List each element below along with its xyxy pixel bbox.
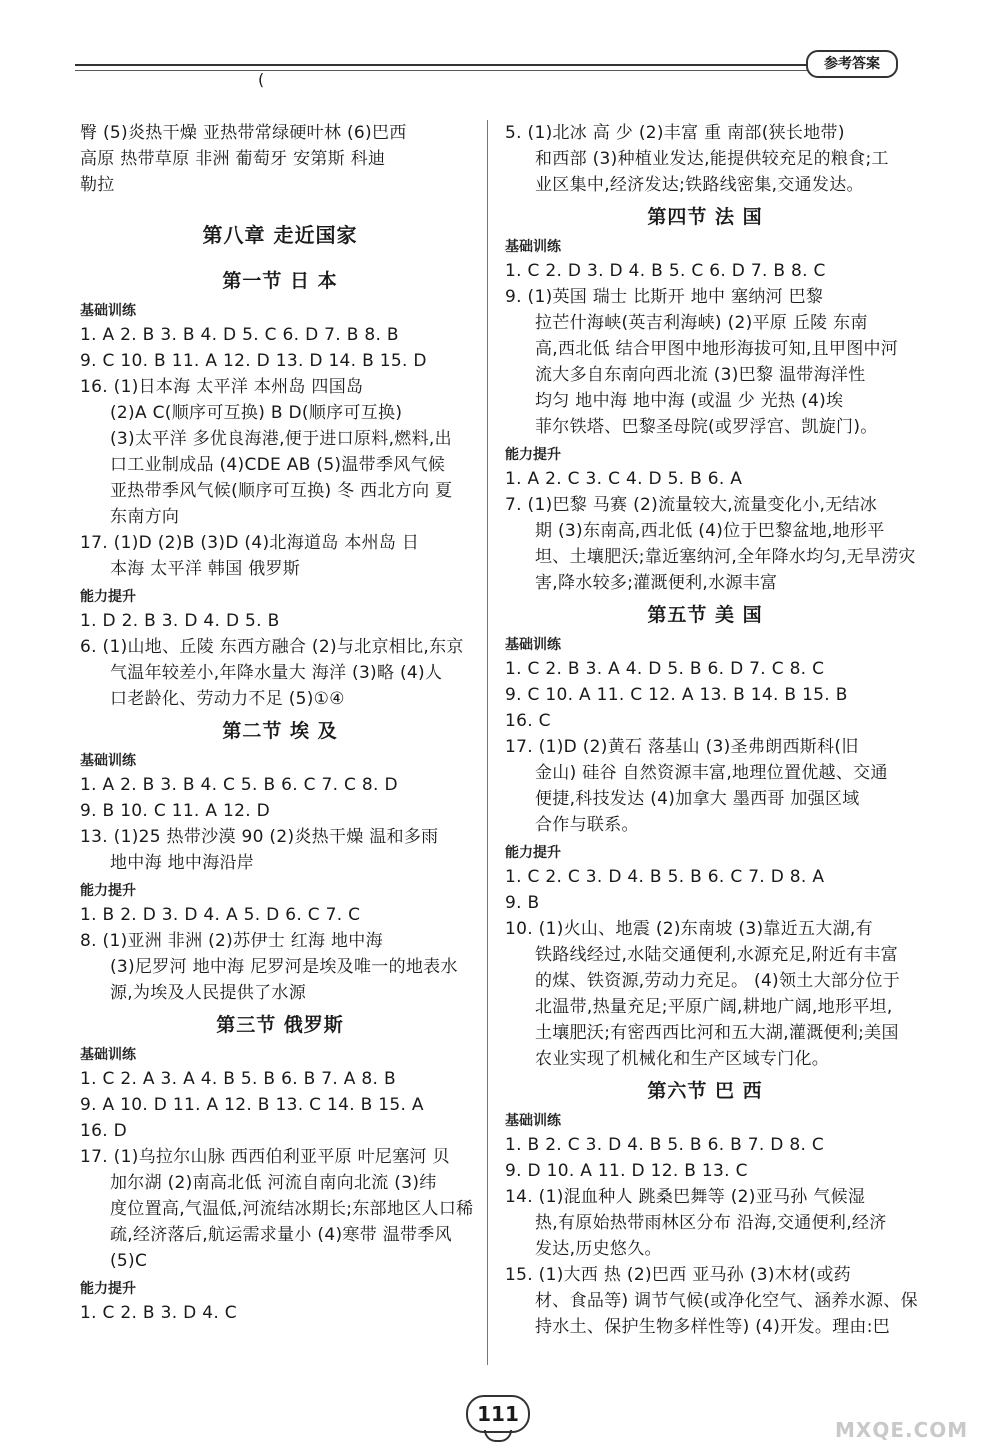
text-line: 高原 热带草原 非洲 葡萄牙 安第斯 科迪 bbox=[80, 149, 386, 169]
answer-line: 9. (1)英国 瑞士 比斯开 地中 塞纳河 巴黎 bbox=[505, 287, 824, 307]
answer-line: 金山) 硅谷 自然资源丰富,地理位置优越、交通 bbox=[535, 763, 888, 783]
section-title-egypt: 第二节 埃 及 bbox=[222, 720, 338, 742]
section-title-russia: 第三节 俄罗斯 bbox=[216, 1014, 344, 1036]
answer-line: 1. C 2. B 3. D 4. C bbox=[80, 1303, 237, 1323]
chapter-title: 第八章 走近国家 bbox=[202, 223, 358, 247]
column-divider bbox=[487, 120, 488, 1365]
text-line: 业区集中,经济发达;铁路线密集,交通发达。 bbox=[535, 175, 864, 195]
text-line: 勒拉 bbox=[80, 175, 115, 195]
answer-line: 的煤、铁资源,劳动力充足。 (4)领土大部分位于 bbox=[535, 971, 901, 991]
answer-line: 疏,经济落后,航运需求量小 (4)寒带 温带季风 bbox=[110, 1225, 452, 1245]
answer-line: 1. A 2. B 3. B 4. C 5. B 6. C 7. C 8. D bbox=[80, 775, 398, 795]
answer-line: 1. D 2. B 3. D 4. D 5. B bbox=[80, 611, 280, 631]
answer-line: 拉芒什海峡(英吉利海峡) (2)平原 丘陵 东南 bbox=[535, 313, 868, 333]
answer-line: 9. B 10. C 11. A 12. D bbox=[80, 801, 271, 821]
answer-line: 持水土、保护生物多样性等) (4)开发。理由:巴 bbox=[535, 1317, 891, 1337]
header-mark: ( bbox=[258, 70, 265, 89]
answer-line: 1. C 2. B 3. A 4. D 5. B 6. D 7. C 8. C bbox=[505, 659, 825, 679]
answer-line: (3)太平洋 多优良海港,便于进口原料,燃料,出 bbox=[110, 429, 452, 449]
answer-line: 9. D 10. A 11. D 12. B 13. C bbox=[505, 1161, 748, 1181]
subheading-basic: 基础训练 bbox=[80, 1047, 136, 1063]
answer-line: 亚热带季风气候(顺序可互换) 冬 西北方向 夏 bbox=[110, 481, 453, 501]
answer-line: 东南方向 bbox=[110, 507, 180, 527]
answer-line: 材、食品等) 调节气候(或净化空气、涵养水源、保 bbox=[535, 1291, 918, 1311]
subheading-basic: 基础训练 bbox=[80, 303, 136, 319]
subheading-advance: 能力提升 bbox=[505, 845, 561, 861]
answer-line: 热,有原始热带雨林区分布 沿海,交通便利,经济 bbox=[535, 1213, 887, 1233]
answer-line: 10. (1)火山、地震 (2)东南坡 (3)靠近五大湖,有 bbox=[505, 919, 873, 939]
answer-line: 便捷,科技发达 (4)加拿大 墨西哥 加强区域 bbox=[535, 789, 860, 809]
answer-line: 8. (1)亚洲 非洲 (2)苏伊士 红海 地中海 bbox=[80, 931, 383, 951]
answer-line: 流大多自东南向西北流 (3)巴黎 温带海洋性 bbox=[535, 365, 866, 385]
answer-line: 16. (1)日本海 太平洋 本州岛 四国岛 bbox=[80, 377, 364, 397]
answer-line: 9. B bbox=[505, 893, 540, 913]
answer-line: (2)A C(顺序可互换) B D(顺序可互换) bbox=[110, 403, 403, 423]
answer-line: 坦、土壤肥沃;靠近塞纳河,全年降水均匀,无旱涝灾 bbox=[535, 547, 916, 567]
section-title-japan: 第一节 日 本 bbox=[222, 270, 338, 292]
answer-line: 1. A 2. B 3. B 4. D 5. C 6. D 7. B 8. B bbox=[80, 325, 399, 345]
subheading-advance: 能力提升 bbox=[80, 883, 136, 899]
answer-line: 本海 太平洋 韩国 俄罗斯 bbox=[110, 559, 301, 579]
text-line: 和西部 (3)种植业发达,能提供较充足的粮食;工 bbox=[535, 149, 889, 169]
answer-line: 6. (1)山地、丘陵 东西方融合 (2)与北京相比,东京 bbox=[80, 637, 464, 657]
right-column bbox=[505, 120, 918, 1340]
answer-line: 1. B 2. D 3. D 4. A 5. D 6. C 7. C bbox=[80, 905, 361, 925]
answer-line: 14. (1)混血种人 跳桑巴舞等 (2)亚马孙 气候湿 bbox=[505, 1187, 866, 1207]
answer-line: 期 (3)东南高,西北低 (4)位于巴黎盆地,地形平 bbox=[535, 521, 885, 541]
answer-line: 1. C 2. D 3. D 4. B 5. C 6. D 7. B 8. C bbox=[505, 261, 826, 281]
answer-line: 13. (1)25 热带沙漠 90 (2)炎热干燥 温和多雨 bbox=[80, 827, 439, 847]
page-number-stand-icon bbox=[484, 1430, 512, 1442]
answer-line: 地中海 地中海沿岸 bbox=[110, 853, 255, 873]
answer-line: (3)尼罗河 地中海 尼罗河是埃及唯一的地表水 bbox=[110, 957, 458, 977]
subheading-advance: 能力提升 bbox=[80, 1281, 136, 1297]
subheading-advance: 能力提升 bbox=[505, 447, 561, 463]
answer-line: 1. C 2. C 3. D 4. B 5. B 6. C 7. D 8. A bbox=[505, 867, 825, 887]
subheading-basic: 基础训练 bbox=[80, 753, 136, 769]
answer-line: 16. D bbox=[80, 1121, 128, 1141]
page-number: 111 bbox=[466, 1395, 530, 1433]
subheading-basic: 基础训练 bbox=[505, 637, 561, 653]
answer-line: 17. (1)D (2)B (3)D (4)北海道岛 本州岛 日 bbox=[80, 533, 420, 553]
watermark: MXQE.COM bbox=[835, 1418, 969, 1442]
answer-line: (5)C bbox=[110, 1251, 148, 1271]
answer-line: 源,为埃及人民提供了水源 bbox=[110, 983, 307, 1003]
answer-line: 16. C bbox=[505, 711, 551, 731]
answer-line: 口工业制成品 (4)CDE AB (5)温带季风气候 bbox=[110, 455, 446, 475]
answer-line: 1. B 2. C 3. D 4. B 5. B 6. B 7. D 8. C bbox=[505, 1135, 825, 1155]
answer-line: 均匀 地中海 地中海 (或温 少 光热 (4)埃 bbox=[535, 391, 844, 411]
answer-line: 度位置高,气温低,河流结冰期长;东部地区人口稀 bbox=[110, 1199, 474, 1219]
answer-line: 害,降水较多;灌溉便利,水源丰富 bbox=[535, 573, 778, 593]
subheading-advance: 能力提升 bbox=[80, 589, 136, 605]
answer-line: 农业实现了机械化和生产区域专门化。 bbox=[535, 1049, 830, 1069]
section-title-france: 第四节 法 国 bbox=[647, 206, 763, 228]
answer-line: 17. (1)乌拉尔山脉 西西伯利亚平原 叶尼塞河 贝 bbox=[80, 1147, 450, 1167]
answer-line: 铁路线经过,水陆交通便利,水源充足,附近有丰富 bbox=[535, 945, 899, 965]
answer-line: 北温带,热量充足;平原广阔,耕地广阔,地形平坦, bbox=[535, 997, 893, 1017]
answer-line: 口老龄化、劳动力不足 (5)①④ bbox=[110, 689, 345, 709]
answer-line: 气温年较差小,年降水量大 海洋 (3)略 (4)人 bbox=[110, 663, 443, 683]
answer-line: 加尔湖 (2)南高北低 河流自南向北流 (3)纬 bbox=[110, 1173, 437, 1193]
answer-line: 合作与联系。 bbox=[535, 815, 639, 835]
answer-line: 菲尔铁塔、巴黎圣母院(或罗浮宫、凯旋门)。 bbox=[535, 417, 878, 437]
left-column bbox=[80, 120, 480, 1326]
section-title-usa: 第五节 美 国 bbox=[647, 604, 763, 626]
answer-line: 1. C 2. A 3. A 4. B 5. B 6. B 7. A 8. B bbox=[80, 1069, 396, 1089]
answer-line: 15. (1)大西 热 (2)巴西 亚马孙 (3)木材(或药 bbox=[505, 1265, 851, 1285]
answer-line: 土壤肥沃;有密西西比河和五大湖,灌溉便利;美国 bbox=[535, 1023, 899, 1043]
text-line: 臀 (5)炎热干燥 亚热带常绿硬叶林 (6)巴西 bbox=[80, 123, 407, 143]
answer-line: 9. C 10. B 11. A 12. D 13. D 14. B 15. D bbox=[80, 351, 427, 371]
answer-line: 9. C 10. A 11. C 12. A 13. B 14. B 15. B bbox=[505, 685, 848, 705]
answer-line: 7. (1)巴黎 马赛 (2)流量较大,流量变化小,无结冰 bbox=[505, 495, 878, 515]
answer-line: 17. (1)D (2)黄石 落基山 (3)圣弗朗西斯科(旧 bbox=[505, 737, 859, 757]
text-line: 5. (1)北冰 高 少 (2)丰富 重 南部(狭长地带) bbox=[505, 123, 845, 143]
header-rule bbox=[75, 64, 815, 66]
answer-line: 9. A 10. D 11. A 12. B 13. C 14. B 15. A bbox=[80, 1095, 424, 1115]
answer-line: 发达,历史悠久。 bbox=[535, 1239, 662, 1259]
header-label: 参考答案 bbox=[806, 50, 898, 78]
answer-line: 高,西北低 结合甲图中地形海拔可知,且甲图中河 bbox=[535, 339, 899, 359]
header-rule-thin bbox=[75, 70, 815, 71]
section-title-brazil: 第六节 巴 西 bbox=[647, 1080, 763, 1102]
answer-line: 1. A 2. C 3. C 4. D 5. B 6. A bbox=[505, 469, 743, 489]
subheading-basic: 基础训练 bbox=[505, 239, 561, 255]
subheading-basic: 基础训练 bbox=[505, 1113, 561, 1129]
